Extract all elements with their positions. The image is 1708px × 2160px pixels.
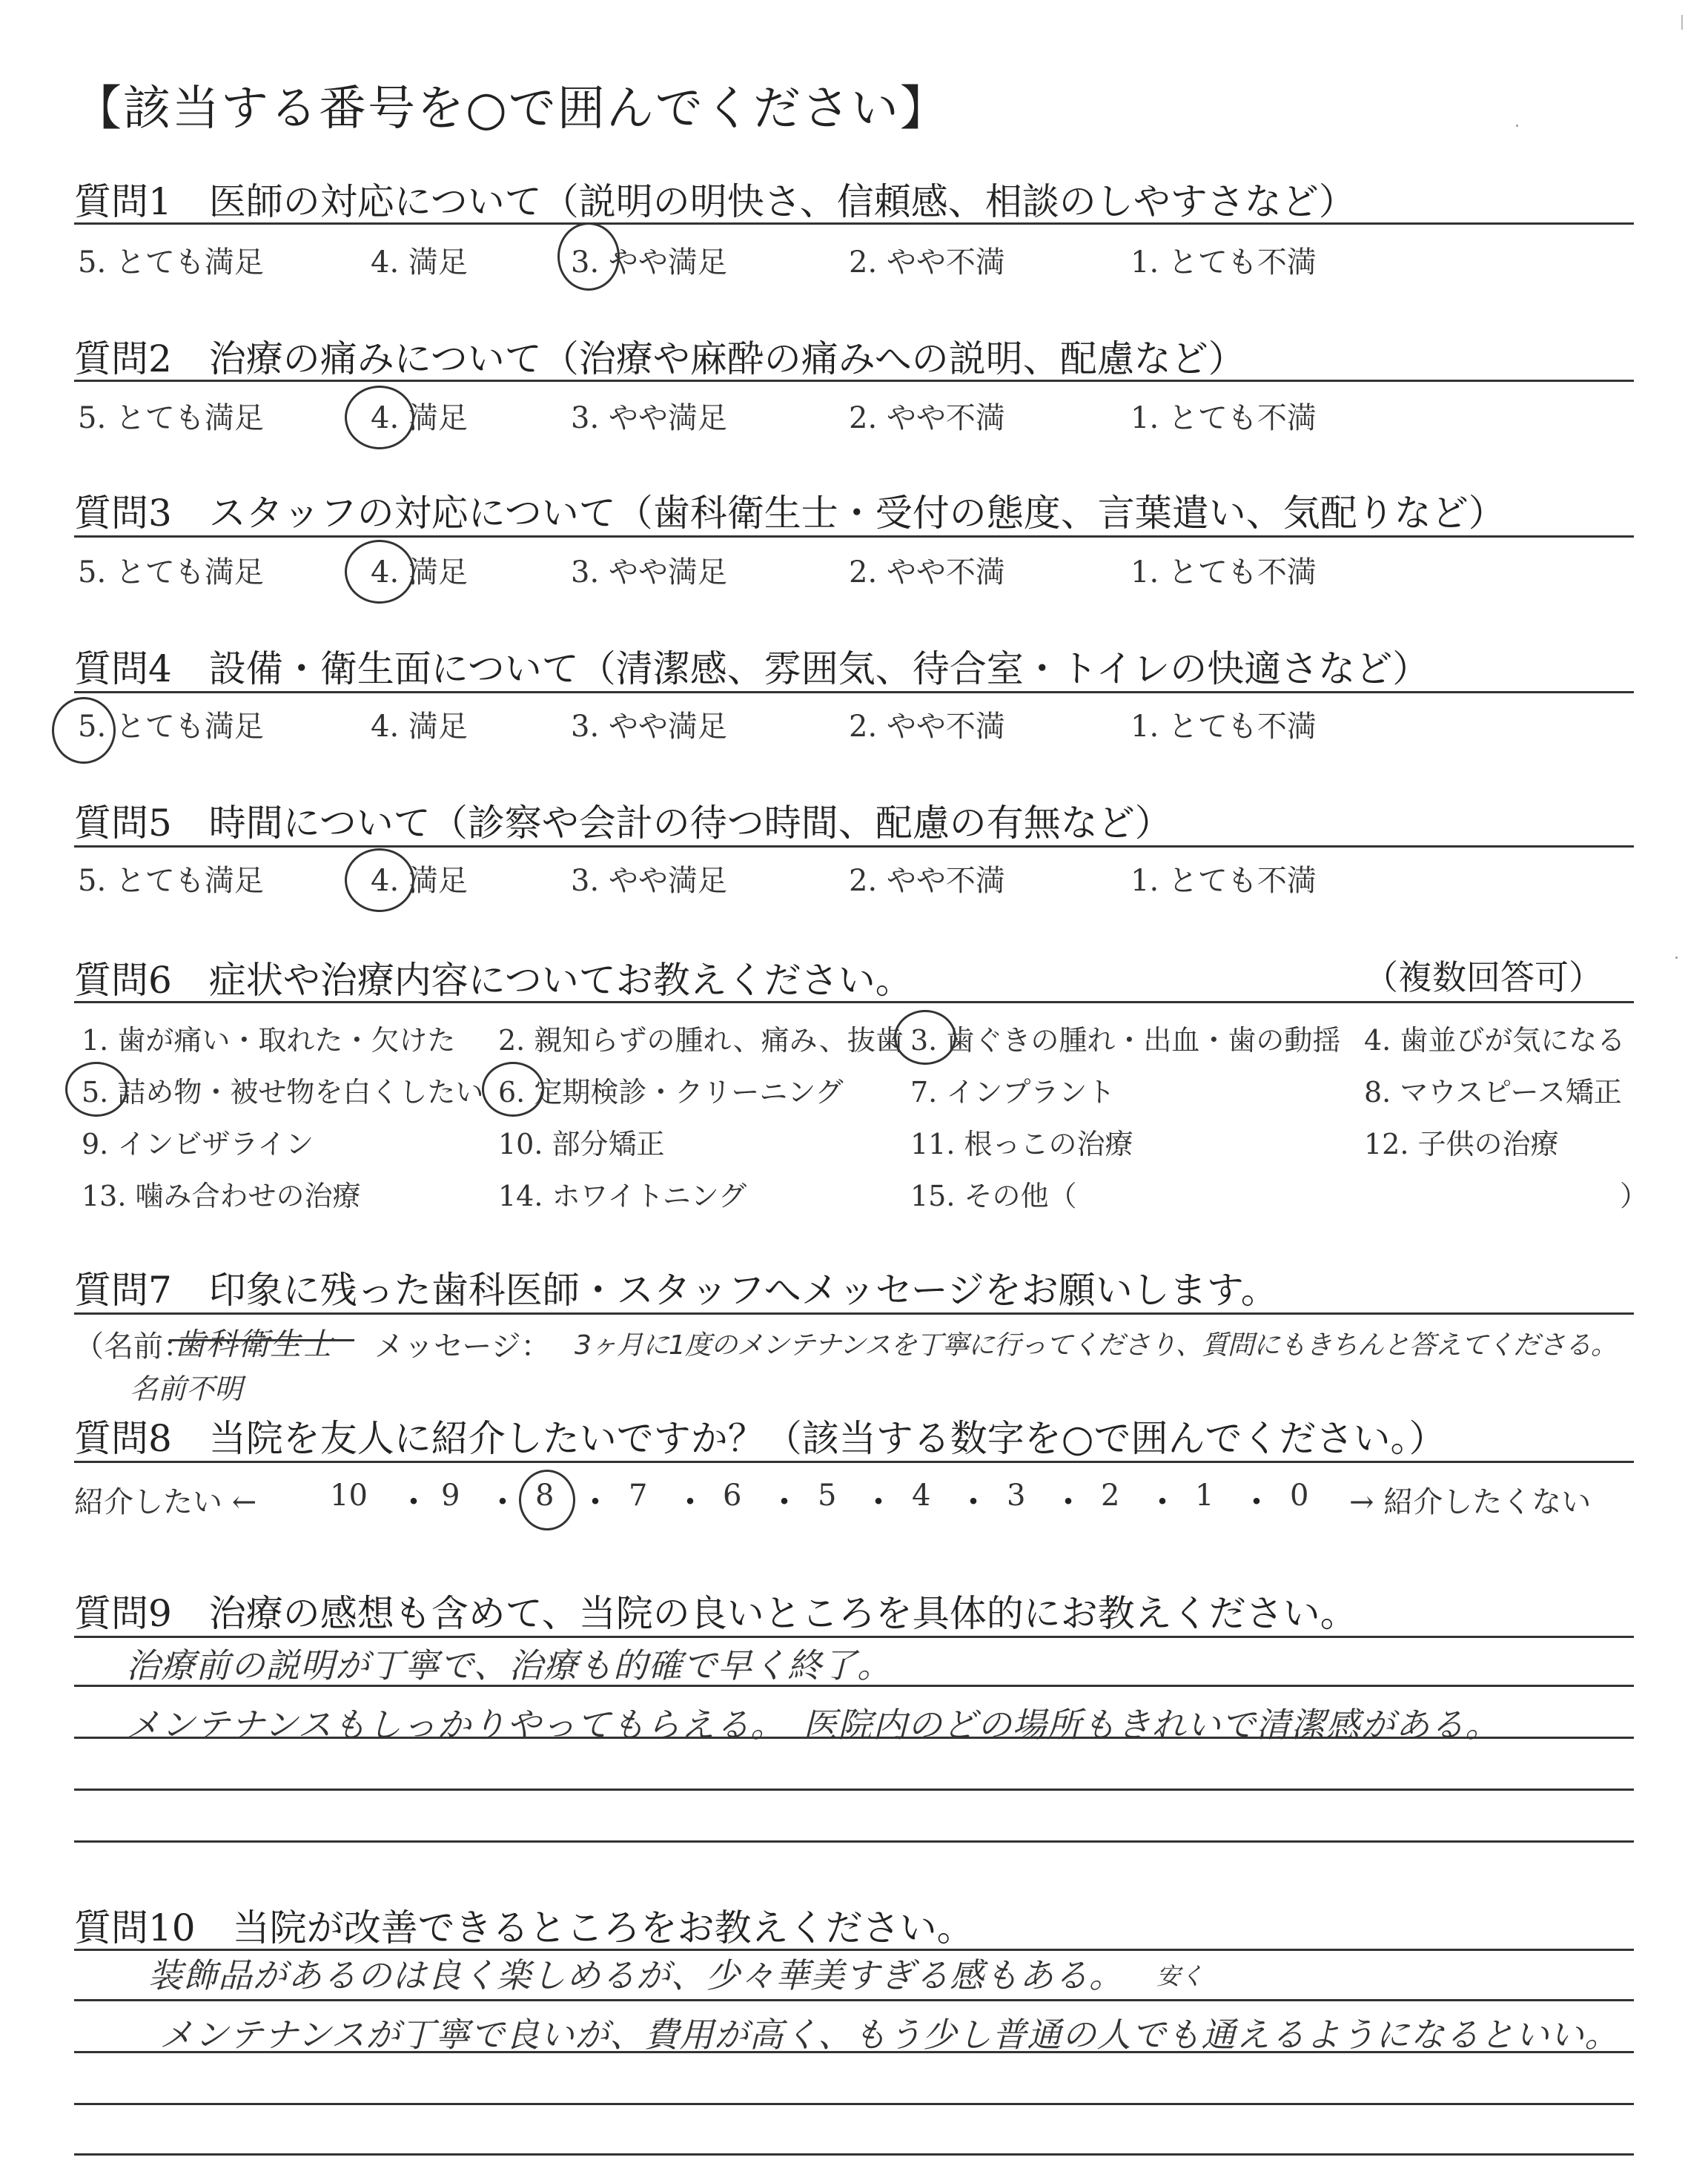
q8-separator: ・ xyxy=(1239,1482,1274,1522)
q8-scale-9[interactable]: 9 xyxy=(441,1479,460,1513)
q9-rule-4 xyxy=(74,1789,1634,1791)
q10-rule-4 xyxy=(74,2103,1634,2105)
q6-item-2[interactable]: 2. 親知らずの腫れ、痛み、抜歯 xyxy=(498,1024,904,1057)
q2-option-2[interactable]: 2. やや不満 xyxy=(849,401,1005,435)
scan-speck xyxy=(1516,125,1518,127)
q6-item-10[interactable]: 10. 部分矯正 xyxy=(498,1128,665,1160)
q8-left-label: 紹介したい ← xyxy=(74,1485,257,1519)
q5-option-4[interactable]: 4. 満足 xyxy=(371,864,468,898)
q6-item-12[interactable]: 12. 子供の治療 xyxy=(1364,1128,1559,1160)
q3-rule xyxy=(74,535,1634,538)
q6-item-9[interactable]: 9. インビザライン xyxy=(82,1128,314,1160)
q7-name-value[interactable]: 歯科衛生士 xyxy=(174,1326,334,1362)
q4-option-1[interactable]: 1. とても不満 xyxy=(1131,710,1317,744)
q5-selected-circle xyxy=(345,848,414,912)
q5-option-2[interactable]: 2. やや不満 xyxy=(849,864,1005,898)
q6-item-5[interactable]: 5. 詰め物・被せ物を白くしたい xyxy=(82,1076,484,1109)
q4-rule xyxy=(74,691,1634,693)
q5-option-1[interactable]: 1. とても不満 xyxy=(1131,864,1317,898)
q9-rule-1 xyxy=(74,1636,1634,1638)
q1-option-1[interactable]: 1. とても不満 xyxy=(1131,245,1317,280)
q1-option-5[interactable]: 5. とても満足 xyxy=(78,245,264,280)
q2-option-4[interactable]: 4. 満足 xyxy=(371,401,468,435)
q2-option-3[interactable]: 3. やや満足 xyxy=(571,401,727,435)
q6-note: （複数回答可） xyxy=(1364,957,1603,997)
q8-separator: ・ xyxy=(673,1482,707,1522)
q6-item-8[interactable]: 8. マウスピース矯正 xyxy=(1364,1076,1622,1109)
q3-option-1[interactable]: 1. とても不満 xyxy=(1131,555,1317,589)
q9-rule-5 xyxy=(74,1840,1634,1843)
q8-separator: ・ xyxy=(767,1482,801,1522)
q3-option-2[interactable]: 2. やや不満 xyxy=(849,555,1005,589)
q3-selected-circle xyxy=(345,540,414,604)
q8-selected-circle xyxy=(519,1470,575,1530)
q5-option-3[interactable]: 3. やや満足 xyxy=(571,864,727,898)
scan-speck xyxy=(1675,957,1678,959)
q1-option-4[interactable]: 4. 満足 xyxy=(371,245,468,280)
q6-selected-circle-3 xyxy=(894,1010,956,1065)
q10-answer-line-2[interactable]: メンテナンスが丁寧で良いが、費用が高く、もう少し普通の人でも通えるようになるといい。 xyxy=(159,2015,1620,2055)
q6-item-1[interactable]: 1. 歯が痛い・取れた・欠けた xyxy=(82,1024,456,1057)
q8-scale-5[interactable]: 5 xyxy=(818,1479,837,1513)
q8-right-label: → 紹介したくない xyxy=(1349,1485,1592,1519)
q8-separator: ・ xyxy=(861,1482,896,1522)
q10-correction: 安く xyxy=(1156,1962,1205,1990)
q6-item-3[interactable]: 3. 歯ぐきの腫れ・出血・歯の動揺 xyxy=(910,1024,1341,1057)
q1-selected-circle xyxy=(557,222,620,291)
q6-item-15[interactable]: 15. その他（ xyxy=(910,1180,1077,1212)
q7-name-strikethrough xyxy=(169,1339,354,1341)
q8-scale-3[interactable]: 3 xyxy=(1007,1479,1026,1513)
q4-selected-circle xyxy=(52,697,116,764)
q8-scale-2[interactable]: 2 xyxy=(1101,1479,1120,1513)
q5-rule xyxy=(74,845,1634,848)
q2-option-1[interactable]: 1. とても不満 xyxy=(1131,401,1317,435)
q7-rule xyxy=(74,1312,1634,1315)
q7-name-note: 名前不明 xyxy=(130,1373,243,1405)
q6-selected-circle-5 xyxy=(65,1062,128,1117)
q6-selected-circle-6 xyxy=(482,1062,544,1117)
q8-scale-1[interactable]: 1 xyxy=(1195,1479,1214,1513)
q4-option-3[interactable]: 3. やや満足 xyxy=(571,710,727,744)
q4-option-4[interactable]: 4. 満足 xyxy=(371,710,468,744)
q9-answer-line-2[interactable]: メンテナンスもしっかりやってもらえる。 医院内のどの場所もきれいで清潔感がある。 xyxy=(126,1705,1500,1745)
q2-option-5[interactable]: 5. とても満足 xyxy=(78,401,264,435)
page-title: 【該当する番号を○で囲んでください】 xyxy=(74,82,949,136)
q6-item-6[interactable]: 6. 定期検診・クリーニング xyxy=(498,1076,844,1109)
q8-heading: 質問8 当院を友人に紹介したいですか？（該当する数字を○で囲んでください。） xyxy=(74,1417,1446,1460)
q8-rule xyxy=(74,1461,1634,1463)
q6-item-4[interactable]: 4. 歯並びが気になる xyxy=(1364,1024,1626,1057)
q2-selected-circle xyxy=(345,386,414,449)
q9-heading: 質問9 治療の感想も含めて、当院の良いところを具体的にお教えください。 xyxy=(74,1592,1357,1635)
q7-name-label: （名前： xyxy=(74,1330,193,1364)
q9-answer-line-1[interactable]: 治療前の説明が丁寧で、治療も的確で早く終了。 xyxy=(126,1645,893,1685)
q6-rule xyxy=(74,1001,1634,1003)
q2-heading: 質問2 治療の痛みについて（治療や麻酔の痛みへの説明、配慮など） xyxy=(74,337,1245,380)
q8-separator: ・ xyxy=(1051,1482,1085,1522)
q6-item-11[interactable]: 11. 根っこの治療 xyxy=(910,1128,1133,1160)
q1-heading: 質問1 医師の対応について（説明の明快さ、信頼感、相談のしやすさなど） xyxy=(74,180,1356,223)
q3-heading: 質問3 スタッフの対応について（歯科衛生士・受付の態度、言葉遣い、気配りなど） xyxy=(74,492,1506,535)
q8-separator: ・ xyxy=(486,1482,520,1522)
q8-scale-0[interactable]: 0 xyxy=(1290,1479,1309,1513)
q1-option-2[interactable]: 2. やや不満 xyxy=(849,245,1005,280)
q7-heading: 質問7 印象に残った歯科医師・スタッフへメッセージをお願いします。 xyxy=(74,1269,1278,1312)
q10-heading: 質問10 当院が改善できるところをお教えください。 xyxy=(74,1906,974,1949)
q3-option-4[interactable]: 4. 満足 xyxy=(371,555,468,589)
q8-scale-8[interactable]: 8 xyxy=(535,1479,555,1513)
q6-item-13[interactable]: 13. 噛み合わせの治療 xyxy=(82,1180,361,1212)
scan-edge-mark xyxy=(1681,15,1683,30)
q4-option-5[interactable]: 5. とても満足 xyxy=(78,710,264,744)
q10-rule-5 xyxy=(74,2153,1634,2156)
q8-scale-10[interactable]: 10 xyxy=(330,1479,368,1513)
q3-option-3[interactable]: 3. やや満足 xyxy=(571,555,727,589)
q8-separator: ・ xyxy=(1145,1482,1179,1522)
q8-separator: ・ xyxy=(956,1482,990,1522)
q8-scale-6[interactable]: 6 xyxy=(723,1479,742,1513)
q10-answer-line-1[interactable]: 装飾品があるのは良く楽しめるが、少々華美すぎる感もある。 xyxy=(148,1955,1124,1995)
q8-scale-4[interactable]: 4 xyxy=(912,1479,931,1513)
q7-message-label: メッセージ： xyxy=(374,1330,551,1364)
q6-heading: 質問6 症状や治療内容についてお教えください。 xyxy=(74,959,913,1002)
q5-heading: 質問5 時間について（診察や会計の待つ時間、配慮の有無など） xyxy=(74,802,1172,845)
q4-heading: 質問4 設備・衛生面について（清潔感、雰囲気、待合室・トイレの快適さなど） xyxy=(74,647,1430,690)
q7-message-value[interactable]: 3ヶ月に1度のメンテナンスを丁寧に行ってくださり、質問にもきちんと答えてくださる。 xyxy=(575,1330,1617,1361)
q6-item-14[interactable]: 14. ホワイトニング xyxy=(498,1180,747,1212)
q6-item-7[interactable]: 7. インプラント xyxy=(910,1076,1116,1109)
q1-rule xyxy=(74,222,1634,225)
q8-separator: ・ xyxy=(578,1482,612,1522)
q8-scale-7[interactable]: 7 xyxy=(629,1479,648,1513)
q10-rule-2 xyxy=(74,1999,1634,2001)
q4-option-2[interactable]: 2. やや不満 xyxy=(849,710,1005,744)
q1-option-3[interactable]: 3. やや満足 xyxy=(571,245,727,280)
q3-option-5[interactable]: 5. とても満足 xyxy=(78,555,264,589)
q2-rule xyxy=(74,380,1634,382)
q5-option-5[interactable]: 5. とても満足 xyxy=(78,864,264,898)
q6-other-close-paren: ） xyxy=(1620,1180,1649,1212)
q8-separator: ・ xyxy=(397,1482,431,1522)
